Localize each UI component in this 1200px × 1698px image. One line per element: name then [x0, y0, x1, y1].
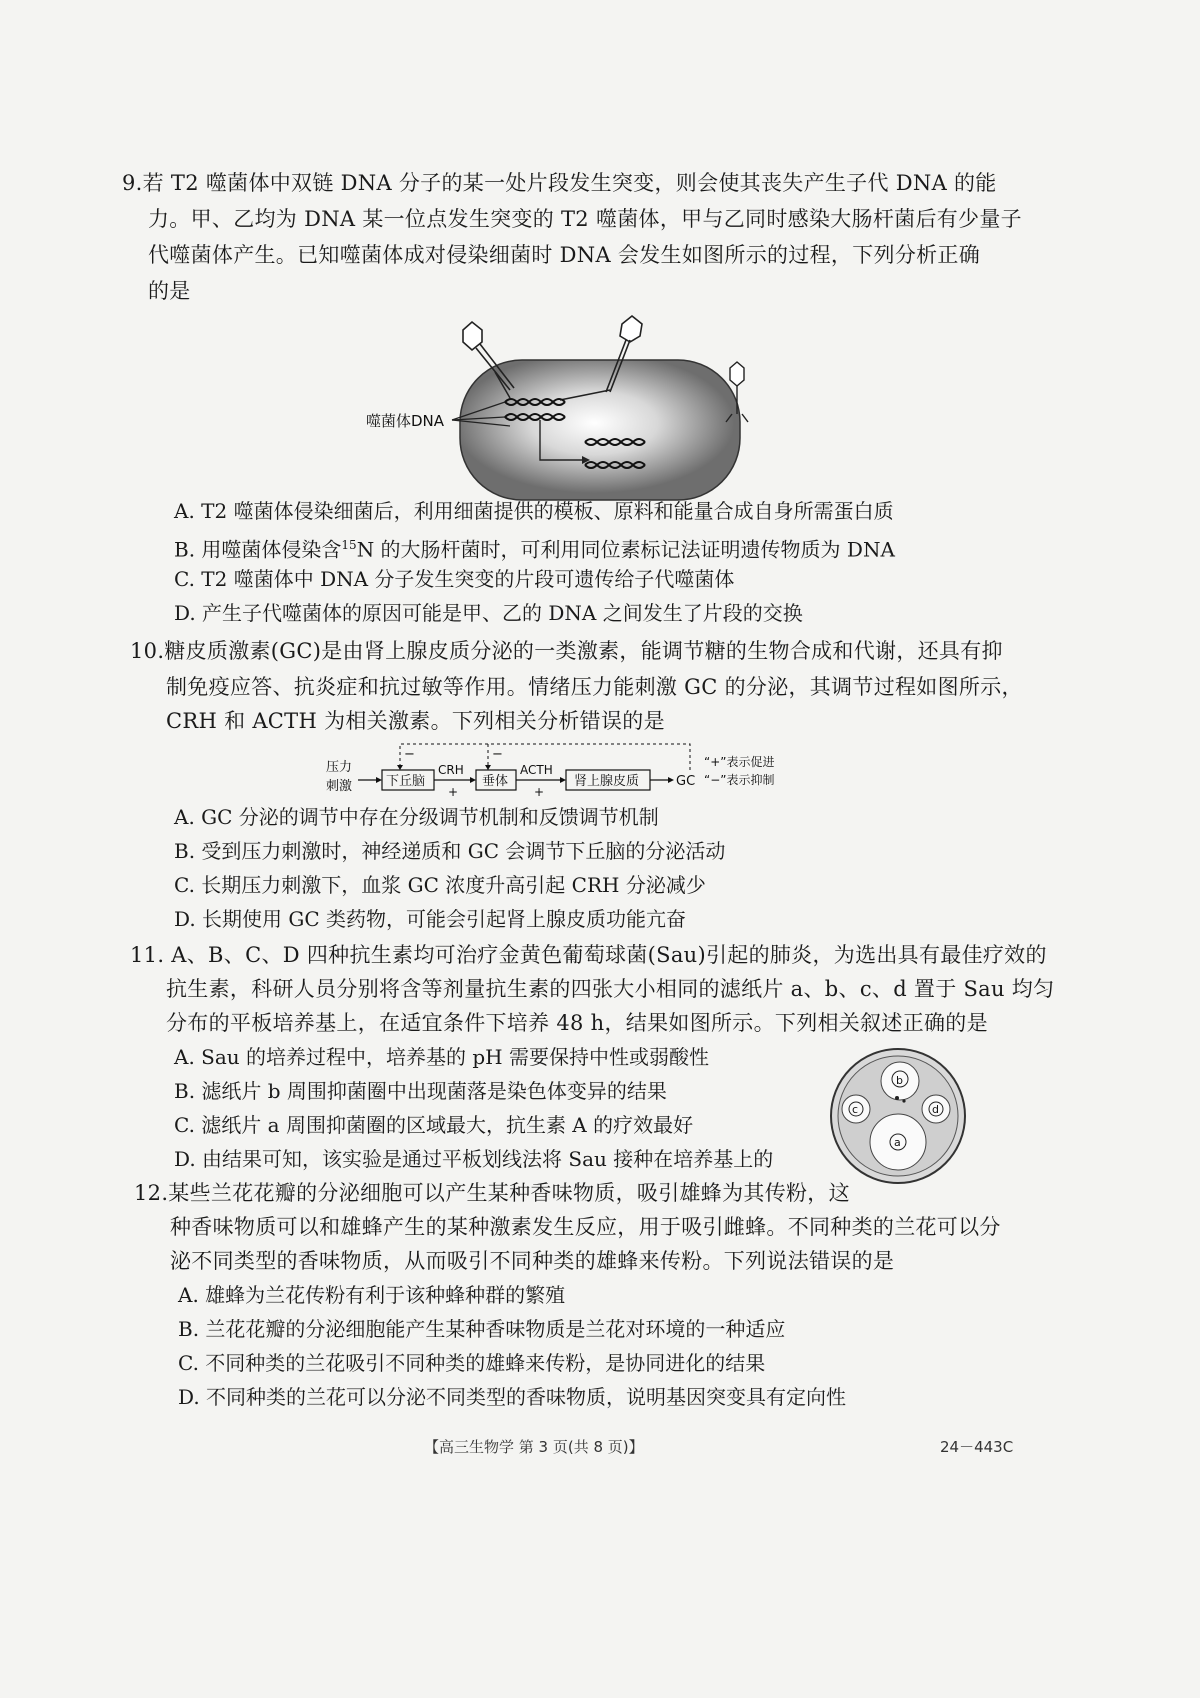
q11-option-d: D. 由结果可知，该实验是通过平板划线法将 Sau 接种在培养基上的 [174, 1147, 774, 1171]
feedback-minus-2: − [492, 747, 503, 762]
gc-label: GC [676, 774, 696, 789]
q9-option-d: D. 产生子代噬菌体的原因可能是甲、乙的 DNA 之间发生了片段的交换 [174, 601, 803, 625]
q10-line-1: 10.糖皮质激素(GC)是由肾上腺皮质分泌的一类激素，能调节糖的生物合成和代谢，还具有抑 [130, 639, 1003, 663]
q12-option-d: D. 不同种类的兰花可以分泌不同类型的香味物质，说明基因突变具有定向性 [178, 1385, 847, 1409]
q12-line-2: 种香味物质可以和雄蜂产生的某种激素发生反应，用于吸引雌蜂。不同种类的兰花可以分 [170, 1215, 1001, 1239]
q10-option-d: D. 长期使用 GC 类药物，可能会引起肾上腺皮质功能亢奋 [174, 907, 687, 931]
q9-option-b: B. 用噬菌体侵染含$^{15}$N 的大肠杆菌时，可利用同位素标记法证明遗传物质为 DNA [174, 537, 895, 562]
q11-option-a: A. Sau 的培养过程中，培养基的 pH 需要保持中性或弱酸性 [174, 1045, 709, 1069]
q11-option-b: B. 滤纸片 b 周围抑菌圈中出现菌落是染色体变异的结果 [174, 1079, 667, 1103]
box-adrenal-cortex-label: 肾上腺皮质 [574, 774, 640, 789]
q9-option-a: A. T2 噬菌体侵染细菌后，利用细菌提供的模板、原料和能量合成自身所需蛋白质 [174, 499, 894, 523]
footer-code: 24－443C [940, 1438, 1014, 1456]
q11-line-1: 11. A、B、C、D 四种抗生素均可治疗金黄色葡萄球菌(Sau)引起的肺炎，为选出具有最佳疗效的 [130, 943, 1047, 967]
q10-option-b: B. 受到压力刺激时，神经递质和 GC 会调节下丘脑的分泌活动 [174, 839, 726, 863]
stimulus-label-2: 刺激 [326, 779, 353, 794]
q10-line-2: 制免疫应答、抗炎症和抗过敏等作用。情绪压力能刺激 GC 的分泌，其调节过程如图所示， [166, 675, 1023, 699]
q9-line-1: 9.若 T2 噬菌体中双链 DNA 分子的某一处片段发生突变，则会使其丧失产生子代 DNA 的能 [122, 171, 997, 195]
q9-line-3: 代噬菌体产生。已知噬菌体成对侵染细菌时 DNA 会发生如图所示的过程，下列分析正确 [148, 243, 981, 267]
q11-petri-dish [828, 1046, 968, 1186]
acth-plus: + [534, 785, 545, 799]
colony-1 [895, 1096, 899, 1100]
feedback-minus-1: − [404, 747, 415, 762]
crh-label: CRH [438, 763, 464, 777]
stimulus-label-1: 压力 [326, 760, 353, 775]
legend-plus: “+”表示促进 [704, 755, 775, 769]
disc-label-b: b [896, 1074, 903, 1087]
q12-line-1: 12.某些兰花花瓣的分泌细胞可以产生某种香味物质，吸引雄蜂为其传粉，这 [134, 1181, 850, 1205]
q11-option-c: C. 滤纸片 a 周围抑菌圈的区域最大，抗生素 A 的疗效最好 [174, 1113, 694, 1137]
disc-label-d: d [932, 1103, 939, 1116]
box-pituitary-label: 垂体 [482, 774, 509, 789]
q10-option-c: C. 长期压力刺激下，血浆 GC 浓度升高引起 CRH 分泌减少 [174, 873, 706, 897]
acth-label: ACTH [520, 763, 553, 777]
q11-line-2: 抗生素，科研人员分别将含等剂量抗生素的四张大小相同的滤纸片 a、b、c、d 置于 Sau 均匀 [166, 977, 1055, 1001]
q10-regulation-diagram [320, 738, 800, 804]
footer-page-info: 【高三生物学 第 3 页(共 8 页)】 [424, 1438, 644, 1456]
legend-minus: “−”表示抑制 [704, 773, 775, 787]
crh-plus: + [448, 785, 459, 799]
q12-option-a: A. 雄蜂为兰花传粉有利于该种蜂种群的繁殖 [178, 1283, 566, 1307]
colony-2 [902, 1099, 905, 1102]
q10-option-a: A. GC 分泌的调节中存在分级调节机制和反馈调节机制 [174, 805, 659, 829]
disc-label-c: c [852, 1103, 859, 1116]
box-hypothalamus-label: 下丘脑 [386, 774, 426, 789]
q9-line-4: 的是 [148, 279, 191, 303]
q9-line-2: 力。甲、乙均为 DNA 某一位点发生突变的 T2 噬菌体，甲与乙同时感染大肠杆菌后有少量子 [148, 207, 1022, 231]
q11-line-3: 分布的平板培养基上，在适宜条件下培养 48 h，结果如图所示。下列相关叙述正确的是 [166, 1011, 988, 1035]
phage-dna-label: 噬菌体DNA [366, 412, 445, 430]
q12-line-3: 泌不同类型的香味物质，从而吸引不同种类的雄蜂来传粉。下列说法错误的是 [170, 1249, 895, 1273]
q9-phage-figure [360, 310, 800, 505]
q12-option-b: B. 兰花花瓣的分泌细胞能产生某种香味物质是兰花对环境的一种适应 [178, 1317, 786, 1341]
q9-option-c: C. T2 噬菌体中 DNA 分子发生突变的片段可遗传给子代噬菌体 [174, 567, 735, 591]
q12-option-c: C. 不同种类的兰花吸引不同种类的雄蜂来传粉，是协同进化的结果 [178, 1351, 766, 1375]
q10-line-3: CRH 和 ACTH 为相关激素。下列相关分析错误的是 [166, 709, 665, 733]
disc-label-a: a [894, 1136, 901, 1149]
